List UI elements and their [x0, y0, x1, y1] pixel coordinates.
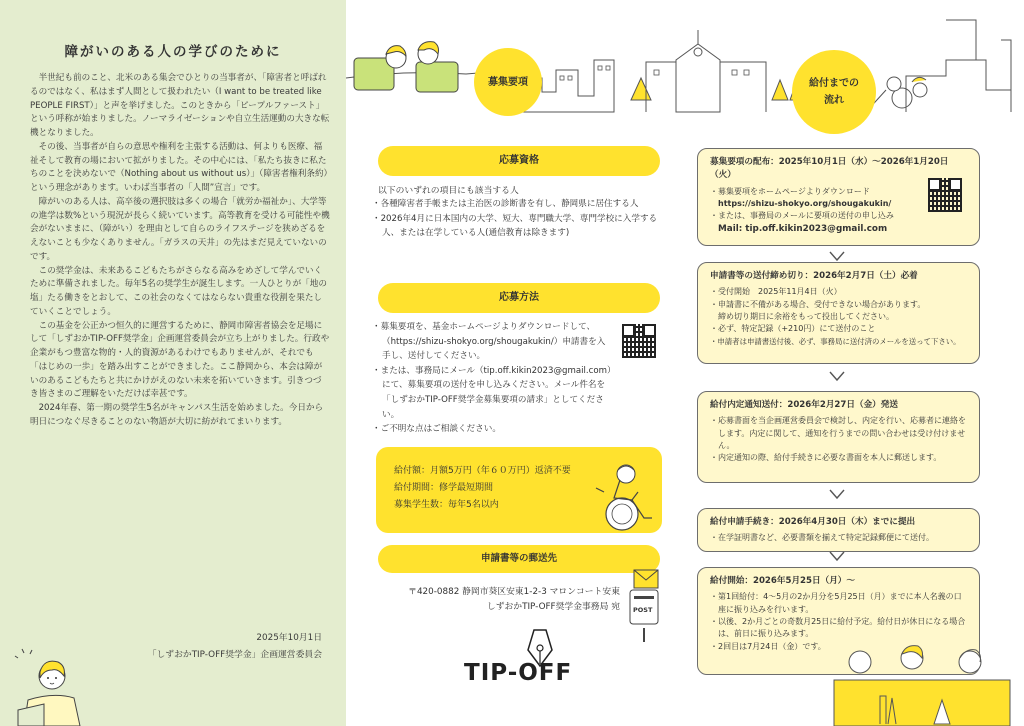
flow-step-heading: 給付開始：2026年5月25日（月）〜	[710, 576, 855, 586]
address-line-1: 〒420-0882 静岡市葵区安東1-2-3 マロンコート安東	[408, 587, 620, 597]
qualification-intro: 以下のいずれの項目にも該当する人	[378, 186, 519, 196]
list-item: ・2回目は7月24日（金）です。	[710, 641, 826, 651]
boshu-label: 募集要項	[488, 76, 528, 88]
flow-label-line1: 給付までの	[809, 78, 859, 89]
wheelchair-person-illustration	[592, 462, 658, 534]
flow-step-application	[697, 508, 980, 552]
qr-code-icon	[622, 324, 656, 358]
list-item: ・募集要項を、基金ホームページよりダウンロードして、（https://shizu-shokyo.org/shougakukin/）申請書を入手し、送付してください。	[372, 322, 606, 362]
flow-step-notification	[697, 391, 980, 483]
list-item: ・または、事務局にメール（tip.off.kikin2023@gmail.com）にて、募集要項の送付を申し込みください。メール件名を「しずおかTIP-OFF奨学金募集要項の請求」としてください。	[372, 365, 612, 420]
down-arrow-icon	[822, 368, 852, 390]
benefit-count: 募集学生数：毎年5名以内	[394, 500, 499, 510]
address-line-2: しずおかTIP-OFF奨学金事務局 宛	[486, 601, 620, 612]
essay-body	[30, 72, 330, 430]
mailing-title: 申請書等の郵送先	[480, 553, 557, 564]
essay-paragraph: 半世紀も前のこと、北米のある集会でひとりの当事者が、「障害者と呼ばれるのではなく、私はまず人間として扱われたい（I want to be treated like PEOPLE FIRST）」と声を挙げました。このときから「ピープルファースト」という呼称が始まりました。ノーマライゼーションや自立生活運動の大きな転機となりました。	[30, 73, 330, 138]
list-item: ・内定通知の際、給付手続きに必要な書面を本人に郵送します。	[710, 453, 942, 463]
list-item: ・募集要項をホームページよりダウンロード	[710, 186, 870, 196]
list-item: ・応募書面を当企画運営委員会で検討し、内定を行い、応募者に連絡をします。内定に関して、通知を行うまでの問い合わせは受け付けません。	[710, 416, 966, 451]
flow-step-heading: 給付内定通知送付：2026年2月27日（金）発送	[710, 400, 898, 410]
flow-step-heading: 募集要項の配布：2025年10月1日（水）〜2026年1月20日（火）	[710, 157, 949, 181]
method-title: 応募方法	[499, 292, 539, 303]
list-item: ・必ず、特定記録（+210円）にて送付のこと	[710, 324, 876, 334]
flow-heading-circle	[792, 50, 876, 134]
qr-code-icon	[928, 178, 962, 212]
left-panel	[0, 0, 346, 726]
mailing-header	[378, 545, 660, 573]
post-label: POST	[633, 606, 653, 614]
tip-off-logo: TIP-OFF	[464, 660, 573, 686]
essay-paragraph: この奨学金は、未来あるこどもたちがさらなる高みをめざして学んでいくために準備されました。毎年5名の奨学生が誕生します。一人ひとりが「地の塩」たる働きをとおして、この社会のなくてはならない貴重な役割を果たしていくことでしょう。	[30, 265, 327, 317]
reading-person-illustration	[14, 648, 114, 726]
students-illustration	[820, 636, 1016, 726]
essay-paragraph: 2024年春、第一期の奨学生5名がキャンパス生活を始めました。今日から明日につなぐ尽きることのない物語が大切に紡がれてまいります。	[30, 403, 324, 427]
list-item: 締め切り期日に余裕をもって投出してください。	[718, 312, 894, 322]
list-item: ・申請者は申請書送付後、必ず、事務局に送付済のメールを送って下さい。	[710, 336, 961, 346]
list-item: ・2026年4月に日本国内の大学、短大、専門職大学、専門学校に入学する人、または在学している人(通信教育は除きます)	[372, 213, 658, 239]
list-item: ・受付開始 2025年11月4日（火）	[710, 287, 842, 297]
benefit-amount: 給付額：月額5万円（年６０万円）返済不要	[394, 466, 571, 476]
city-skyline-illustration	[346, 0, 1024, 112]
down-arrow-icon	[822, 486, 852, 508]
list-item: ・ご不明な点はご相談ください。	[372, 424, 501, 435]
method-list	[372, 320, 612, 437]
boshu-heading-circle	[474, 48, 542, 116]
mailing-address	[390, 585, 620, 615]
list-item: ・各種障害者手帳または主治医の診断書を有し、静岡県に居住する人	[372, 199, 639, 209]
method-header	[378, 283, 660, 313]
essay-paragraph: 障がいのある人は、高卒後の選択肢は多くの場合「就労か福祉か」、大学等の進学は数%という現況が長らく続いています。高等教育を受ける可能性や機会がないままに、（障がい）を理由として自らのライフステージを狭めざるをえないことも少なくありません。「ガラスの天井」の先はまだ見えていないのです。	[30, 196, 330, 262]
flow-label-line2: 流れ	[824, 95, 844, 106]
list-item: Mail: tip.off.kikin2023@gmail.com	[718, 223, 888, 234]
essay-paragraph: その後、当事者が自らの意思や権利を主張する活動は、何よりも医療、福祉そして教育の場において拡がりました。その中心には、「私たち抜きに私たちのことを決めないで（Nothing about us without us）」（障害者権利条約）という理念があります。いわば当事者の「人間”宣言」です。	[30, 141, 328, 193]
flow-step-heading: 申請書等の送付締め切り：2026年2月7日（土）必着	[710, 271, 918, 281]
benefit-period: 給付期間：修学最短期間	[394, 483, 494, 493]
list-item: ・以後、2か月ごとの奇数月25日に給付予定。給付日が休日になる場合は、前日に振り込みます。	[710, 617, 966, 639]
qualification-title: 応募資格	[499, 155, 539, 166]
qualification-list	[372, 197, 662, 241]
flow-step-deadline	[697, 262, 980, 364]
list-item: ・第1回給付：4〜5月の2か月分を5月25日（月）までに本人名義の口座に振り込みを行います。	[710, 592, 962, 614]
page-title: 障がいのある人の学びのために	[64, 44, 282, 60]
essay-date: 2025年10月1日	[256, 633, 322, 643]
essay-signature: 「しずおかTIP-OFF奨学金」企画運営委員会	[147, 650, 322, 660]
list-item: ・または、事務局のメールに要項の送付の申し込み	[710, 211, 894, 221]
essay-paragraph: この基金を公正かつ恒久的に運営するために、静岡市障害者協会を足場にして「しずおかTIP-OFF奨学金」企画運営委員会が立ち上がりました。行政や企業がもつ豊富な物的・人的資源があるわけでもありませんが、それでも「はじめの一歩」を踏み出すことができました。ここ静岡から、本会は障がいのあるこどもたちと共にかけがえのない未来を拓いていきます。引きつづき皆さまのご理解をいただけば幸甚です。	[30, 320, 330, 400]
list-item: ・在学証明書など、必要書類を揃えて特定記録郵便にて送付。	[710, 533, 934, 543]
list-item: https://shizu-shokyo.org/shougakukin/	[718, 199, 892, 209]
qualification-header	[378, 146, 660, 176]
list-item: ・申請書に不備がある場合、受付できない場合があります。	[710, 299, 926, 309]
flow-step-heading: 給付申請手続き：2026年4月30日（木）までに提出	[710, 517, 916, 527]
